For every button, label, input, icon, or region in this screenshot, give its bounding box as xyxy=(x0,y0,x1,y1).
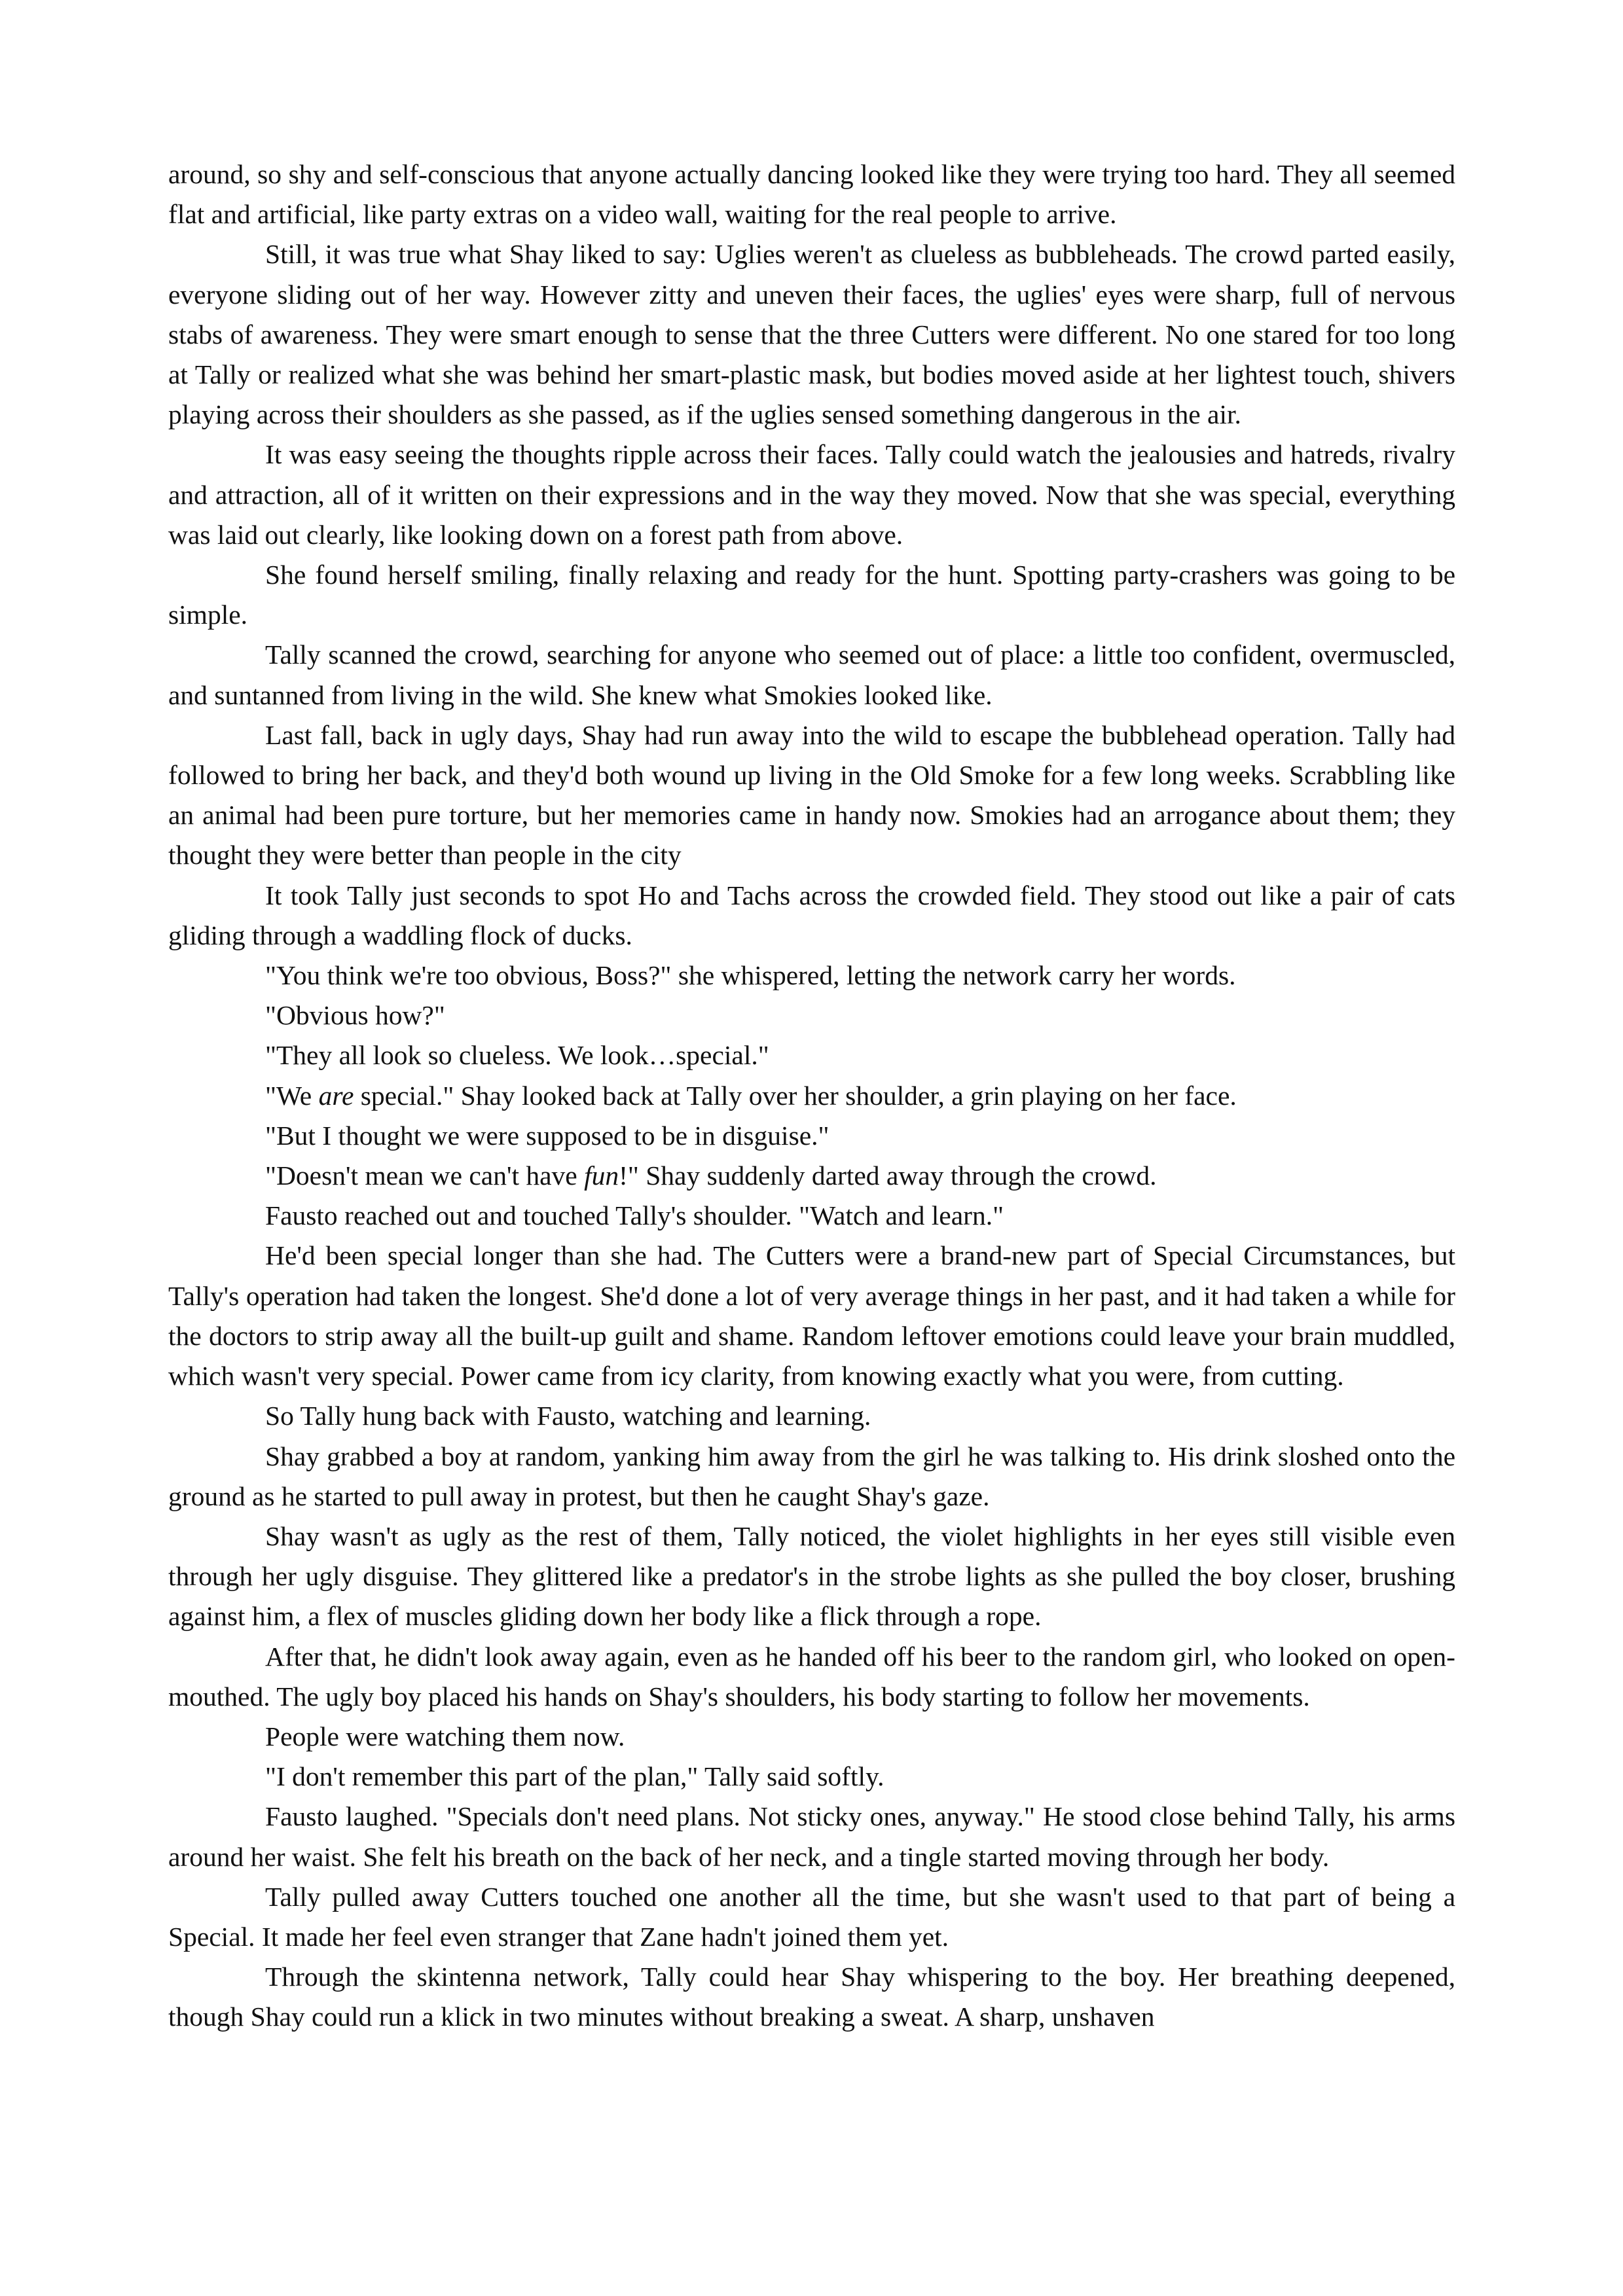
paragraph-7: It took Tally just seconds to spot Ho and Tachs across the crowded field. They stood out like a pair of cats gliding through a waddling flock of ducks. xyxy=(168,880,1455,950)
paragraph-18: Shay wasn't as ugly as the rest of them, Tally noticed, the violet highlights in her eyes still visible even through her ugly disguise. They glittered like a predator's in the strobe lights as she pulled the boy closer, brushing against him, a flex of muscles gliding down her body like a flick through a rope. xyxy=(168,1520,1455,1632)
paragraph-15: He'd been special longer than she had. The Cutters were a brand-new part of Special Circumstances, but Tally's operation had taken the longest. She'd done a lot of very average things in her past, and it had taken a while for the doctors to strip away all the built-up guilt and shame. Random leftover emotions could leave your brain muddled, which wasn't very special. Power came from icy clarity, from knowing exactly what you were, from cutting. xyxy=(168,1240,1455,1391)
paragraph-19: After that, he didn't look away again, even as he handed off his beer to the random girl, who looked on open-mouthed. The ugly boy placed his hands on Shay's shoulders, his body starting to follow her movements. xyxy=(168,1641,1455,1712)
paragraph-11 xyxy=(168,1076,1455,1116)
paragraph-16: So Tally hung back with Fausto, watching and learning. xyxy=(265,1401,871,1431)
paragraph-17: Shay grabbed a boy at random, yanking him away from the girl he was talking to. His drink sloshed onto the ground as he started to pull away in protest, but then he caught Shay's gaze. xyxy=(168,1441,1455,1511)
paragraph-13-emphasis: fun xyxy=(584,1160,619,1191)
paragraph-22: Fausto laughed. "Specials don't need plans. Not sticky ones, anyway." He stood close behind Tally, his arms around her waist. She felt his breath on the back of her neck, and a tingle started moving through her body. xyxy=(168,1801,1455,1872)
paragraph-11-after: special." Shay looked back at Tally over her shoulder, a grin playing on her face. xyxy=(354,1080,1237,1111)
paragraph-13-after: !" Shay suddenly darted away through the crowd. xyxy=(619,1160,1157,1191)
paragraph-13 xyxy=(168,1156,1455,1196)
page-body xyxy=(168,154,1455,2037)
paragraph-21: "I don't remember this part of the plan," Tally said softly. xyxy=(265,1761,884,1792)
paragraph-10: "They all look so clueless. We look…special." xyxy=(265,1040,769,1071)
paragraph-20: People were watching them now. xyxy=(265,1721,625,1751)
paragraph-11-emphasis: are xyxy=(318,1080,354,1111)
paragraph-1: around, so shy and self-conscious that anyone actually dancing looked like they were trying too hard. They all seemed flat and artificial, like party extras on a video wall, waiting for the real people to arrive. xyxy=(168,159,1455,230)
paragraph-24: Through the skintenna network, Tally could hear Shay whispering to the boy. Her breathing deepened, though Shay could run a klick in two minutes without breaking a sweat. A sharp, unshaven xyxy=(168,1962,1455,2032)
paragraph-5: Tally scanned the crowd, searching for anyone who seemed out of place: a little too confident, overmuscled, and suntanned from living in the wild. She knew what Smokies looked like. xyxy=(168,639,1455,710)
paragraph-13-before: "Doesn't mean we can't have xyxy=(265,1160,585,1191)
paragraph-8: "You think we're too obvious, Boss?" she whispered, letting the network carry her words. xyxy=(265,960,1236,991)
paragraph-9: "Obvious how?" xyxy=(265,1000,445,1031)
paragraph-4: She found herself smiling, finally relaxing and ready for the hunt. Spotting party-crashers was going to be simple. xyxy=(168,560,1455,630)
paragraph-12: "But I thought we were supposed to be in disguise." xyxy=(265,1120,830,1151)
paragraph-6: Last fall, back in ugly days, Shay had run away into the wild to escape the bubblehead operation. Tally had followed to bring her back, and they'd both wound up living in the Old Smoke for a few long weeks. Scrabbling like an animal had been pure torture, but her memories came in handy now. Smokies had an arrogance about them; they thought they were better than people in the city xyxy=(168,719,1455,870)
paragraph-3: It was easy seeing the thoughts ripple across their faces. Tally could watch the jealousies and hatreds, rivalry and attraction, all of it written on their expressions and in the way they moved. Now that she was special, everything was laid out clearly, like looking down on a forest path from above. xyxy=(168,439,1455,550)
paragraph-11-before: "We xyxy=(265,1080,319,1111)
paragraph-23: Tally pulled away Cutters touched one another all the time, but she wasn't used to that part of being a Special. It made her feel even stranger that Zane hadn't joined them yet. xyxy=(168,1881,1455,1952)
paragraph-2: Still, it was true what Shay liked to say: Uglies weren't as clueless as bubbleheads. The crowd parted easily, everyone sliding out of her way. However zitty and uneven their faces, the uglies' eyes were sharp, full of nervous stabs of awareness. They were smart enough to sense that the three Cutters were different. No one stared for too long at Tally or realized what she was behind her smart-plastic mask, but bodies moved aside at her lightest touch, shivers playing across their shoulders as she passed, as if the uglies sensed something dangerous in the air. xyxy=(168,239,1455,430)
paragraph-14: Fausto reached out and touched Tally's shoulder. "Watch and learn." xyxy=(265,1200,1004,1231)
